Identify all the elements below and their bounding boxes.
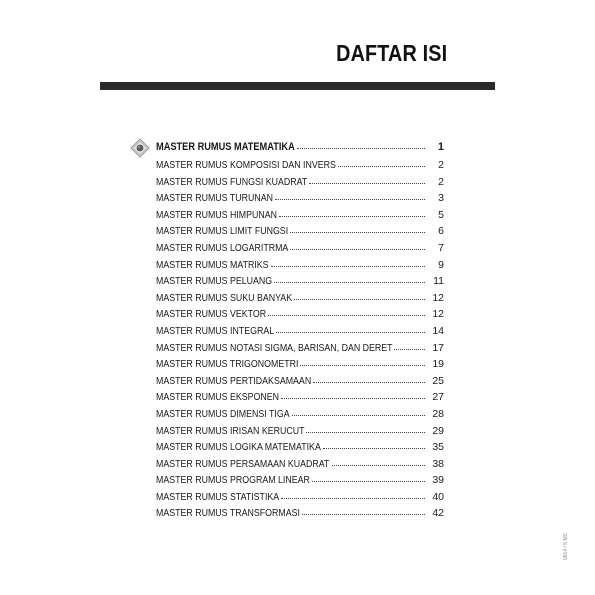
toc-entry[interactable] — [156, 258, 444, 275]
dot-leader — [290, 223, 425, 233]
dot-leader — [300, 356, 425, 366]
toc-entry-page: 9 — [438, 258, 444, 271]
toc-entry[interactable] — [156, 374, 444, 391]
table-of-contents — [156, 140, 444, 523]
toc-entry-page: 5 — [438, 208, 444, 221]
dot-leader — [271, 257, 425, 267]
toc-entry-page: 12 — [432, 308, 444, 321]
toc-entry-label: MASTER RUMUS LOGIKA MATEMATIKA — [156, 441, 321, 454]
toc-entry-label: MASTER RUMUS INTEGRAL — [156, 324, 275, 337]
dot-leader — [297, 139, 425, 149]
toc-entry-page: 27 — [432, 391, 444, 404]
toc-entry-label: MASTER RUMUS FUNGSI KUADRAT — [156, 175, 308, 188]
side-code: 0814 / 5 MC — [563, 532, 569, 560]
dot-leader — [294, 290, 425, 300]
toc-entry-label: MASTER RUMUS HIMPUNAN — [156, 208, 278, 221]
toc-entry-page: 42 — [432, 507, 444, 520]
dot-leader — [306, 423, 425, 433]
toc-entry-label: MASTER RUMUS EKSPONEN — [156, 391, 280, 404]
toc-entry-page: 11 — [433, 275, 444, 288]
toc-entry[interactable] — [156, 457, 444, 474]
diamond-icon — [130, 138, 150, 158]
toc-entry[interactable] — [156, 407, 444, 424]
toc-entry[interactable] — [156, 224, 444, 241]
dot-leader — [338, 157, 425, 167]
toc-entry-label: MASTER RUMUS MATEMATIKA — [156, 141, 295, 153]
toc-entry-list — [156, 158, 444, 523]
toc-main-entry[interactable] — [156, 140, 444, 158]
toc-entry[interactable] — [156, 291, 444, 308]
toc-entry-page: 39 — [432, 474, 444, 487]
toc-entry[interactable] — [156, 191, 444, 208]
toc-entry[interactable] — [156, 324, 444, 341]
toc-entry-page: 40 — [432, 490, 444, 503]
toc-entry-page: 1 — [437, 141, 444, 153]
toc-entry-label: MASTER RUMUS SUKU BANYAK — [156, 291, 293, 304]
toc-entry-label: MASTER RUMUS TRIGONOMETRI — [156, 358, 299, 371]
toc-entry[interactable] — [156, 490, 444, 507]
dot-leader — [274, 273, 425, 283]
toc-entry-label: MASTER RUMUS TURUNAN — [156, 192, 273, 205]
toc-entry[interactable] — [156, 506, 444, 523]
toc-entry-label: MASTER RUMUS STATISTIKA — [156, 490, 280, 503]
toc-entry[interactable] — [156, 175, 444, 192]
toc-entry-label: MASTER RUMUS MATRIKS — [156, 258, 269, 271]
toc-entry-page: 14 — [432, 324, 444, 337]
toc-entry-label: MASTER RUMUS VEKTOR — [156, 308, 267, 321]
dot-leader — [394, 340, 425, 350]
toc-entry[interactable] — [156, 274, 444, 291]
toc-entry-label: MASTER RUMUS IRISAN KERUCUT — [156, 424, 305, 437]
dot-leader — [268, 306, 425, 316]
dot-leader — [292, 406, 425, 416]
toc-entry[interactable] — [156, 307, 444, 324]
toc-entry[interactable] — [156, 208, 444, 225]
dot-leader — [313, 373, 425, 383]
toc-entry-page: 25 — [432, 374, 444, 387]
toc-entry-page: 12 — [432, 291, 444, 304]
toc-entry-label: MASTER RUMUS TRANSFORMASI — [156, 507, 300, 520]
dot-leader — [302, 505, 425, 515]
toc-entry-page: 7 — [438, 241, 444, 254]
toc-entry-label: MASTER RUMUS LIMIT FUNGSI — [156, 225, 289, 238]
toc-entry-page: 17 — [432, 341, 444, 354]
dot-leader — [312, 472, 425, 482]
page-title: DAFTAR ISI — [335, 40, 447, 66]
toc-entry-page: 3 — [438, 192, 444, 205]
toc-entry[interactable] — [156, 473, 444, 490]
dot-leader — [281, 489, 425, 499]
toc-entry-page: 28 — [432, 407, 444, 420]
toc-entry-page: 29 — [432, 424, 444, 437]
toc-entry-label: MASTER RUMUS PERSAMAAN KUADRAT — [156, 457, 330, 470]
toc-entry-label: MASTER RUMUS NOTASI SIGMA, BARISAN, DAN DERET — [156, 341, 393, 354]
dot-leader — [290, 240, 425, 250]
toc-entry[interactable] — [156, 390, 444, 407]
toc-entry-page: 19 — [432, 358, 444, 371]
toc-entry-label: MASTER RUMUS DIMENSI TIGA — [156, 407, 290, 420]
dot-leader — [323, 439, 425, 449]
toc-entry[interactable] — [156, 158, 444, 175]
dot-leader — [279, 207, 425, 217]
toc-entry[interactable] — [156, 357, 444, 374]
toc-entry[interactable] — [156, 440, 444, 457]
toc-entry-label: MASTER RUMUS PROGRAM LINEAR — [156, 474, 310, 487]
toc-entry[interactable] — [156, 424, 444, 441]
toc-entry[interactable] — [156, 341, 444, 358]
toc-entry-label: MASTER RUMUS LOGARITRMA — [156, 241, 289, 254]
dot-leader — [276, 323, 425, 333]
toc-entry-page: 6 — [438, 225, 444, 238]
dot-leader — [275, 190, 425, 200]
dot-leader — [281, 389, 425, 399]
toc-entry-label: MASTER RUMUS KOMPOSISI DAN INVERS — [156, 159, 336, 171]
toc-entry-page: 38 — [432, 457, 444, 470]
dot-leader — [309, 174, 425, 184]
toc-entry-page: 2 — [438, 159, 444, 171]
toc-entry-label: MASTER RUMUS PERTIDAKSAMAAN — [156, 374, 312, 387]
toc-entry-page: 2 — [438, 175, 444, 188]
toc-entry-page: 35 — [432, 441, 444, 454]
toc-entry-label: MASTER RUMUS PELUANG — [156, 275, 273, 288]
header-rule — [100, 82, 495, 90]
dot-leader — [332, 456, 425, 466]
toc-entry[interactable] — [156, 241, 444, 258]
